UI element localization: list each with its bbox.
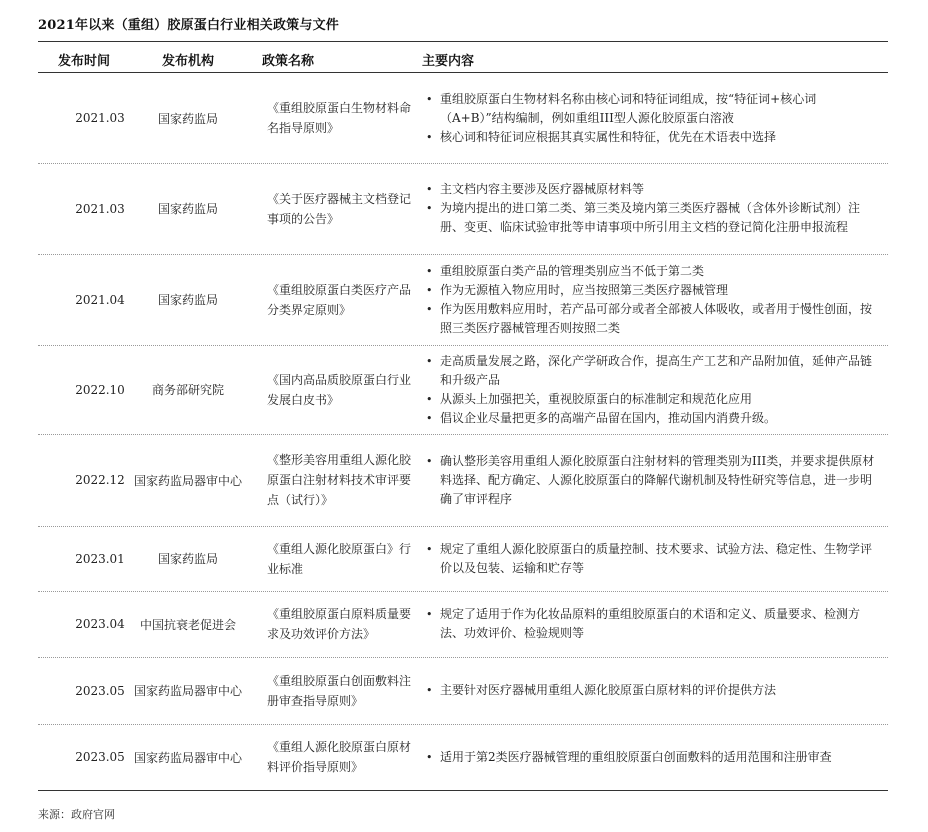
- table-row: [38, 434, 888, 527]
- main-content: [422, 526, 878, 591]
- table-row: [38, 345, 888, 435]
- table-title: 2021年以来（重组）胶原蛋白行业相关政策与文件: [38, 18, 339, 33]
- content-point: • 重组胶原蛋白生物材料名称由核心词和特征词组成，按“特征词+核心词（A+B）”结构编制，例如重组III型人源化胶原蛋白溶液: [422, 90, 878, 128]
- main-content: [422, 434, 878, 526]
- table-row: [38, 526, 888, 592]
- content-point: • 规定了适用于作为化妆品原料的重组胶原蛋白的术语和定义、质量要求、检测方法、功效评价、检验规则等: [422, 605, 878, 643]
- content-point: • 走高质量发展之路，深化产学研政合作，提高生产工艺和产品附加值，延伸产品链和升级产品: [422, 352, 878, 390]
- table-header: [38, 42, 888, 72]
- main-content: [422, 163, 878, 254]
- source-note: 来源：政府官网: [38, 808, 115, 821]
- issuing-agency: 国家药监局: [157, 552, 218, 566]
- table-row: [38, 657, 888, 725]
- main-content: [422, 345, 878, 434]
- issuing-agency: 国家药监局: [157, 111, 218, 126]
- table-row: [38, 163, 888, 255]
- table-row: [38, 73, 888, 164]
- policy-name: 《重组胶原蛋白创面敷料注册审查指导原则》: [267, 673, 412, 708]
- policy-name: 《整形美容用重组人源化胶原蛋白注射材料技术审评要点（试行）》: [267, 453, 412, 507]
- content-point: • 从源头上加强把关，重视胶原蛋白的标准制定和规范化应用: [422, 390, 878, 409]
- issuing-agency: 商务部研究院: [151, 383, 224, 397]
- release-date: 2021.03: [75, 201, 125, 216]
- content-point: • 适用于第2类医疗器械管理的重组胶原蛋白创面敷料的适用范围和注册审查: [422, 748, 832, 767]
- release-date: 2023.01: [75, 551, 125, 566]
- issuing-agency: 国家药监局器审中心: [133, 473, 242, 488]
- policy-name: 《关于医疗器械主文档登记事项的公告》: [267, 191, 412, 226]
- policy-name: 《重组胶原蛋白原料质量要求及功效评价方法》: [267, 607, 412, 641]
- content-points: [422, 540, 878, 578]
- content-points: [422, 90, 878, 147]
- column-header-date: 发布时间: [58, 54, 111, 69]
- content-point: • 规定了重组人源化胶原蛋白的质量控制、技术要求、试验方法、稳定性、生物学评价以及包装、运输和贮存等: [422, 540, 878, 578]
- table-row: [38, 591, 888, 658]
- content-points: [422, 262, 878, 338]
- issuing-agency: 国家药监局器审中心: [133, 750, 242, 765]
- issuing-agency: 国家药监局器审中心: [133, 684, 242, 698]
- content-points: [422, 352, 878, 428]
- table-row: [38, 254, 888, 346]
- main-content: [422, 73, 878, 163]
- content-point: • 为境内提出的进口第二类、第三类及境内第三类医疗器械（含体外诊断试剂）注册、变更、临床试验审批等申请事项中所引用主文档的登记简化注册申报流程: [422, 199, 878, 237]
- column-header-policy-name: 政策名称: [262, 54, 315, 69]
- content-point: • 作为医用敷料应用时，若产品可部分或者全部被人体吸收，或者用于慢性创面，按照三类医疗器械管理否则按照二类: [422, 300, 878, 338]
- release-date: 2023.04: [75, 617, 125, 631]
- table-row: [38, 724, 888, 790]
- release-date: 2022.12: [75, 473, 125, 487]
- content-point: • 主文档内容主要涉及医疗器械原材料等: [422, 180, 878, 199]
- content-points: [422, 605, 878, 643]
- issuing-agency: 国家药监局: [157, 202, 218, 216]
- content-points: [422, 681, 776, 700]
- content-point: • 主要针对医疗器械用重组人源化胶原蛋白原材料的评价提供方法: [422, 681, 776, 700]
- policy-name: 《重组人源化胶原蛋白原材料评价指导原则》: [267, 740, 412, 774]
- content-point: • 确认整形美容用重组人源化胶原蛋白注射材料的管理类别为III类，并要求提供原材料选择、配方确定、人源化胶原蛋白的降解代谢机制及特性研究等信息，进一步明确了审评程序: [422, 452, 878, 509]
- release-date: 2023.05: [75, 683, 125, 698]
- main-content: [422, 657, 878, 724]
- content-points: [422, 748, 832, 767]
- policy-name: 《重组胶原蛋白生物材料命名指导原则》: [267, 101, 412, 135]
- policy-name: 《重组胶原蛋白类医疗产品分类界定原则》: [267, 282, 412, 317]
- release-date: 2022.10: [75, 382, 125, 397]
- content-point: • 核心词和特征词应根据其真实属性和特征，优先在术语表中选择: [422, 128, 878, 147]
- release-date: 2021.04: [75, 292, 125, 307]
- main-content: [422, 724, 878, 790]
- release-date: 2021.03: [75, 111, 125, 125]
- issuing-agency: 国家药监局: [157, 293, 218, 307]
- issuing-agency: 中国抗衰老促进会: [139, 617, 236, 632]
- content-points: [422, 180, 878, 237]
- column-header-main-content: 主要内容: [422, 54, 475, 69]
- content-point: • 重组胶原蛋白类产品的管理类别应当不低于第二类: [422, 262, 878, 281]
- table-bottom-rule: [38, 790, 888, 791]
- policy-name: 《重组人源化胶原蛋白》行业标准: [267, 541, 412, 576]
- policy-name: 《国内高品质胶原蛋白行业发展白皮书》: [267, 372, 412, 407]
- column-header-org: 发布机构: [162, 54, 215, 69]
- main-content: [422, 591, 878, 657]
- release-date: 2023.05: [75, 750, 125, 764]
- main-content: [422, 254, 878, 345]
- content-points: [422, 452, 878, 509]
- content-point: • 倡议企业尽量把更多的高端产品留在国内，推动国内消费升级。: [422, 409, 878, 428]
- content-point: • 作为无源植入物应用时，应当按照第三类医疗器械管理: [422, 281, 878, 300]
